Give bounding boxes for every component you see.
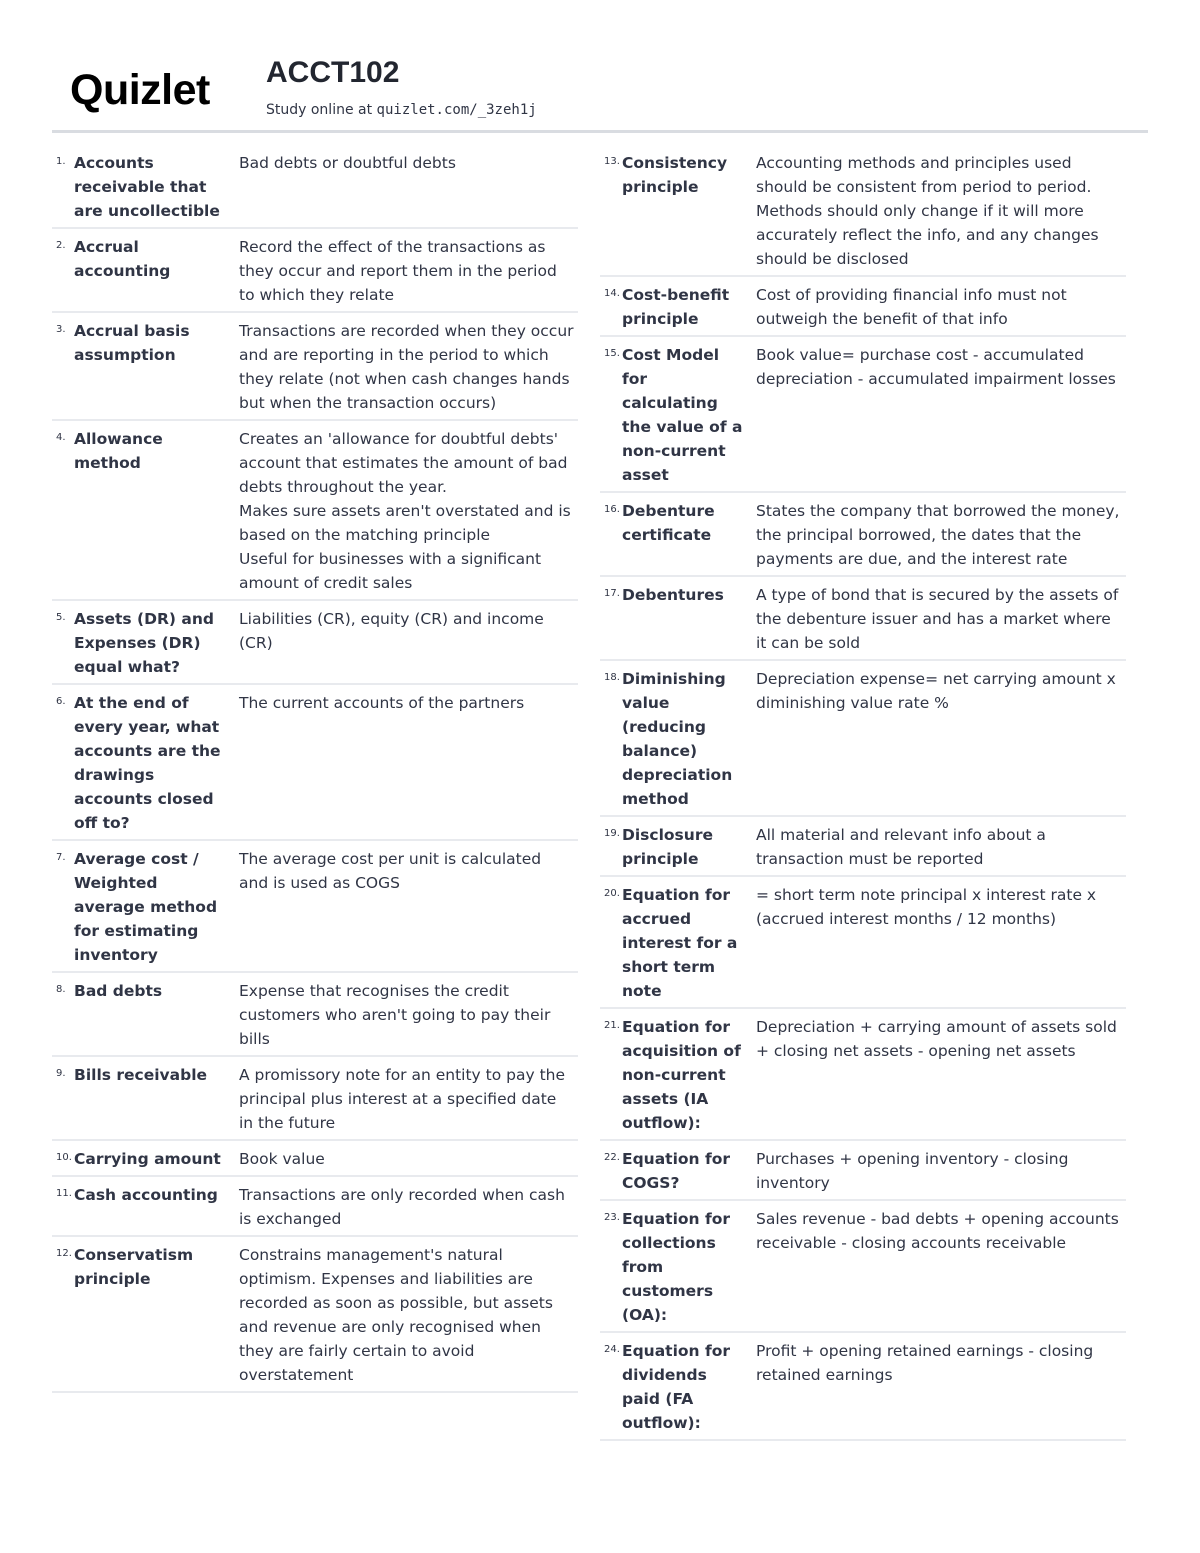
card-number: 12. — [56, 1248, 72, 1259]
card-term: Equation for accrued interest for a short term note — [622, 886, 738, 1000]
card-number: 5. — [56, 612, 66, 623]
term-card-row — [600, 664, 1126, 817]
card-term: Accrual accounting — [74, 238, 171, 280]
card-definition: Expense that recognises the credit customers who aren't going to pay their bills — [239, 982, 551, 1048]
card-term: Consistency principle — [622, 154, 728, 196]
card-term: Cost Model for calculating the value of a non-current asset — [622, 346, 743, 484]
term-card-row — [52, 232, 578, 313]
term-card-row — [600, 1144, 1126, 1201]
term-card-row — [600, 1012, 1126, 1141]
term-card-row — [600, 820, 1126, 877]
card-term: Cash accounting — [74, 1186, 218, 1204]
card-number: 7. — [56, 852, 66, 863]
card-number: 11. — [56, 1188, 72, 1199]
card-term: Conservatism principle — [74, 1246, 194, 1288]
term-card-row — [52, 316, 578, 421]
card-term: Allowance method — [74, 430, 163, 472]
card-number: 8. — [56, 984, 66, 995]
term-card-row — [600, 148, 1126, 277]
right-card-column — [600, 148, 1126, 1444]
card-definition: Book value= purchase cost - accumulated depreciation - accumulated impairment losses — [756, 346, 1116, 388]
study-url-link[interactable]: quizlet.com/_3zeh1j — [376, 102, 537, 118]
term-card-row — [52, 1180, 578, 1237]
page-header — [52, 52, 1148, 133]
card-number: 16. — [604, 504, 620, 515]
card-definition: A promissory note for an entity to pay the principal plus interest at a specified date in the future — [239, 1066, 566, 1132]
card-definition: Book value — [239, 1150, 325, 1168]
card-term: Equation for COGS? — [622, 1150, 731, 1192]
term-card-row — [600, 1336, 1126, 1441]
term-card-row — [600, 1204, 1126, 1333]
card-term: Assets (DR) and Expenses (DR) equal what? — [74, 610, 214, 676]
card-definition: Profit + opening retained earnings - closing retained earnings — [756, 1342, 1094, 1384]
card-number: 4. — [56, 432, 66, 443]
term-card-row — [52, 1240, 578, 1393]
term-card-row — [600, 880, 1126, 1009]
card-term: Debenture certificate — [622, 502, 715, 544]
card-number: 15. — [604, 348, 620, 359]
card-definition: Depreciation + carrying amount of assets sold + closing net assets - opening net assets — [756, 1018, 1117, 1060]
term-card-row — [52, 148, 578, 229]
card-definition: Constrains management's natural optimism. Expenses and liabilities are recorded as soon as possible, but assets and revenue are only recognised when they are fairly certain to avoid overstatement — [239, 1246, 553, 1384]
card-definition: Liabilities (CR), equity (CR) and income (CR) — [239, 610, 544, 652]
term-card-row — [52, 976, 578, 1057]
card-term: Debentures — [622, 586, 724, 604]
card-number: 1. — [56, 156, 66, 167]
card-definition: Bad debts or doubtful debts — [239, 154, 456, 172]
card-definition: = short term note principal x interest rate x (accrued interest months / 12 months) — [756, 886, 1097, 928]
card-definition: The current accounts of the partners — [239, 694, 525, 712]
card-number: 10. — [56, 1152, 72, 1163]
card-number: 2. — [56, 240, 66, 251]
card-number: 22. — [604, 1152, 620, 1163]
card-term: Carrying amount — [74, 1150, 221, 1168]
card-definition: Purchases + opening inventory - closing inventory — [756, 1150, 1069, 1192]
card-term: Bad debts — [74, 982, 163, 1000]
card-number: 17. — [604, 588, 620, 599]
card-definition: A type of bond that is secured by the assets of the debenture issuer and has a market where it can be sold — [756, 586, 1119, 652]
card-definition: Transactions are only recorded when cash is exchanged — [239, 1186, 565, 1228]
card-number: 21. — [604, 1020, 620, 1031]
card-definition: Transactions are recorded when they occur and are reporting in the period to which they relate (not when cash changes hands but when the transaction occurs) — [239, 322, 574, 412]
study-online-text: Study online at — [266, 102, 373, 118]
card-term: Equation for collections from customers (OA): — [622, 1210, 731, 1324]
card-number: 6. — [56, 696, 66, 707]
card-number: 14. — [604, 288, 620, 299]
term-card-row — [52, 844, 578, 973]
card-definition: States the company that borrowed the money, the principal borrowed, the dates that the payments are due, and the interest rate — [756, 502, 1120, 568]
card-number: 23. — [604, 1212, 620, 1223]
term-card-row — [600, 280, 1126, 337]
term-card-row — [52, 688, 578, 841]
card-definition: Cost of providing financial info must not outweigh the benefit of that info — [756, 286, 1067, 328]
card-definition: Sales revenue - bad debts + opening accounts receivable - closing accounts receivable — [756, 1210, 1119, 1252]
card-definition: Record the effect of the transactions as they occur and report them in the period to which they relate — [239, 238, 557, 304]
term-card-row — [52, 424, 578, 601]
left-card-column — [52, 148, 578, 1396]
term-card-row — [600, 496, 1126, 577]
page-title: ACCT102 — [266, 56, 400, 89]
card-number: 3. — [56, 324, 66, 335]
term-card-row — [52, 1060, 578, 1141]
card-definition: Depreciation expense= net carrying amount x diminishing value rate % — [756, 670, 1116, 712]
card-term: Diminishing value (reducing balance) depreciation method — [622, 670, 733, 808]
card-number: 18. — [604, 672, 620, 683]
term-card-row — [52, 1144, 578, 1177]
card-term: At the end of every year, what accounts are the drawings accounts closed off to? — [74, 694, 221, 832]
quizlet-logo[interactable]: Quizlet — [70, 66, 210, 114]
card-term: Equation for acquisition of non-current assets (IA outflow): — [622, 1018, 741, 1132]
card-definition: The average cost per unit is calculated and is used as COGS — [239, 850, 542, 892]
term-card-row — [600, 580, 1126, 661]
card-term: Accounts receivable that are uncollectible — [74, 154, 220, 220]
card-term: Accrual basis assumption — [74, 322, 190, 364]
card-number: 19. — [604, 828, 620, 839]
study-online-line — [266, 102, 537, 118]
card-term: Average cost / Weighted average method for estimating inventory — [74, 850, 218, 964]
card-number: 24. — [604, 1344, 620, 1355]
card-number: 20. — [604, 888, 620, 899]
card-term: Cost-benefit principle — [622, 286, 730, 328]
card-term: Disclosure principle — [622, 826, 713, 868]
card-definition: Accounting methods and principles used should be consistent from period to period. Methods should only change if it will more accurately reflect the info, and any changes should be disclosed — [756, 154, 1099, 268]
card-number: 9. — [56, 1068, 66, 1079]
card-definition: Creates an 'allowance for doubtful debts' account that estimates the amount of bad debts throughout the year. Makes sure assets aren't overstated and is based on the matching principle Useful for businesses with a significant amount of credit sales — [239, 430, 571, 592]
card-term: Equation for dividends paid (FA outflow): — [622, 1342, 731, 1432]
term-card-row — [600, 340, 1126, 493]
term-card-row — [52, 604, 578, 685]
card-term: Bills receivable — [74, 1066, 208, 1084]
card-definition: All material and relevant info about a transaction must be reported — [756, 826, 1046, 868]
card-number: 13. — [604, 156, 620, 167]
